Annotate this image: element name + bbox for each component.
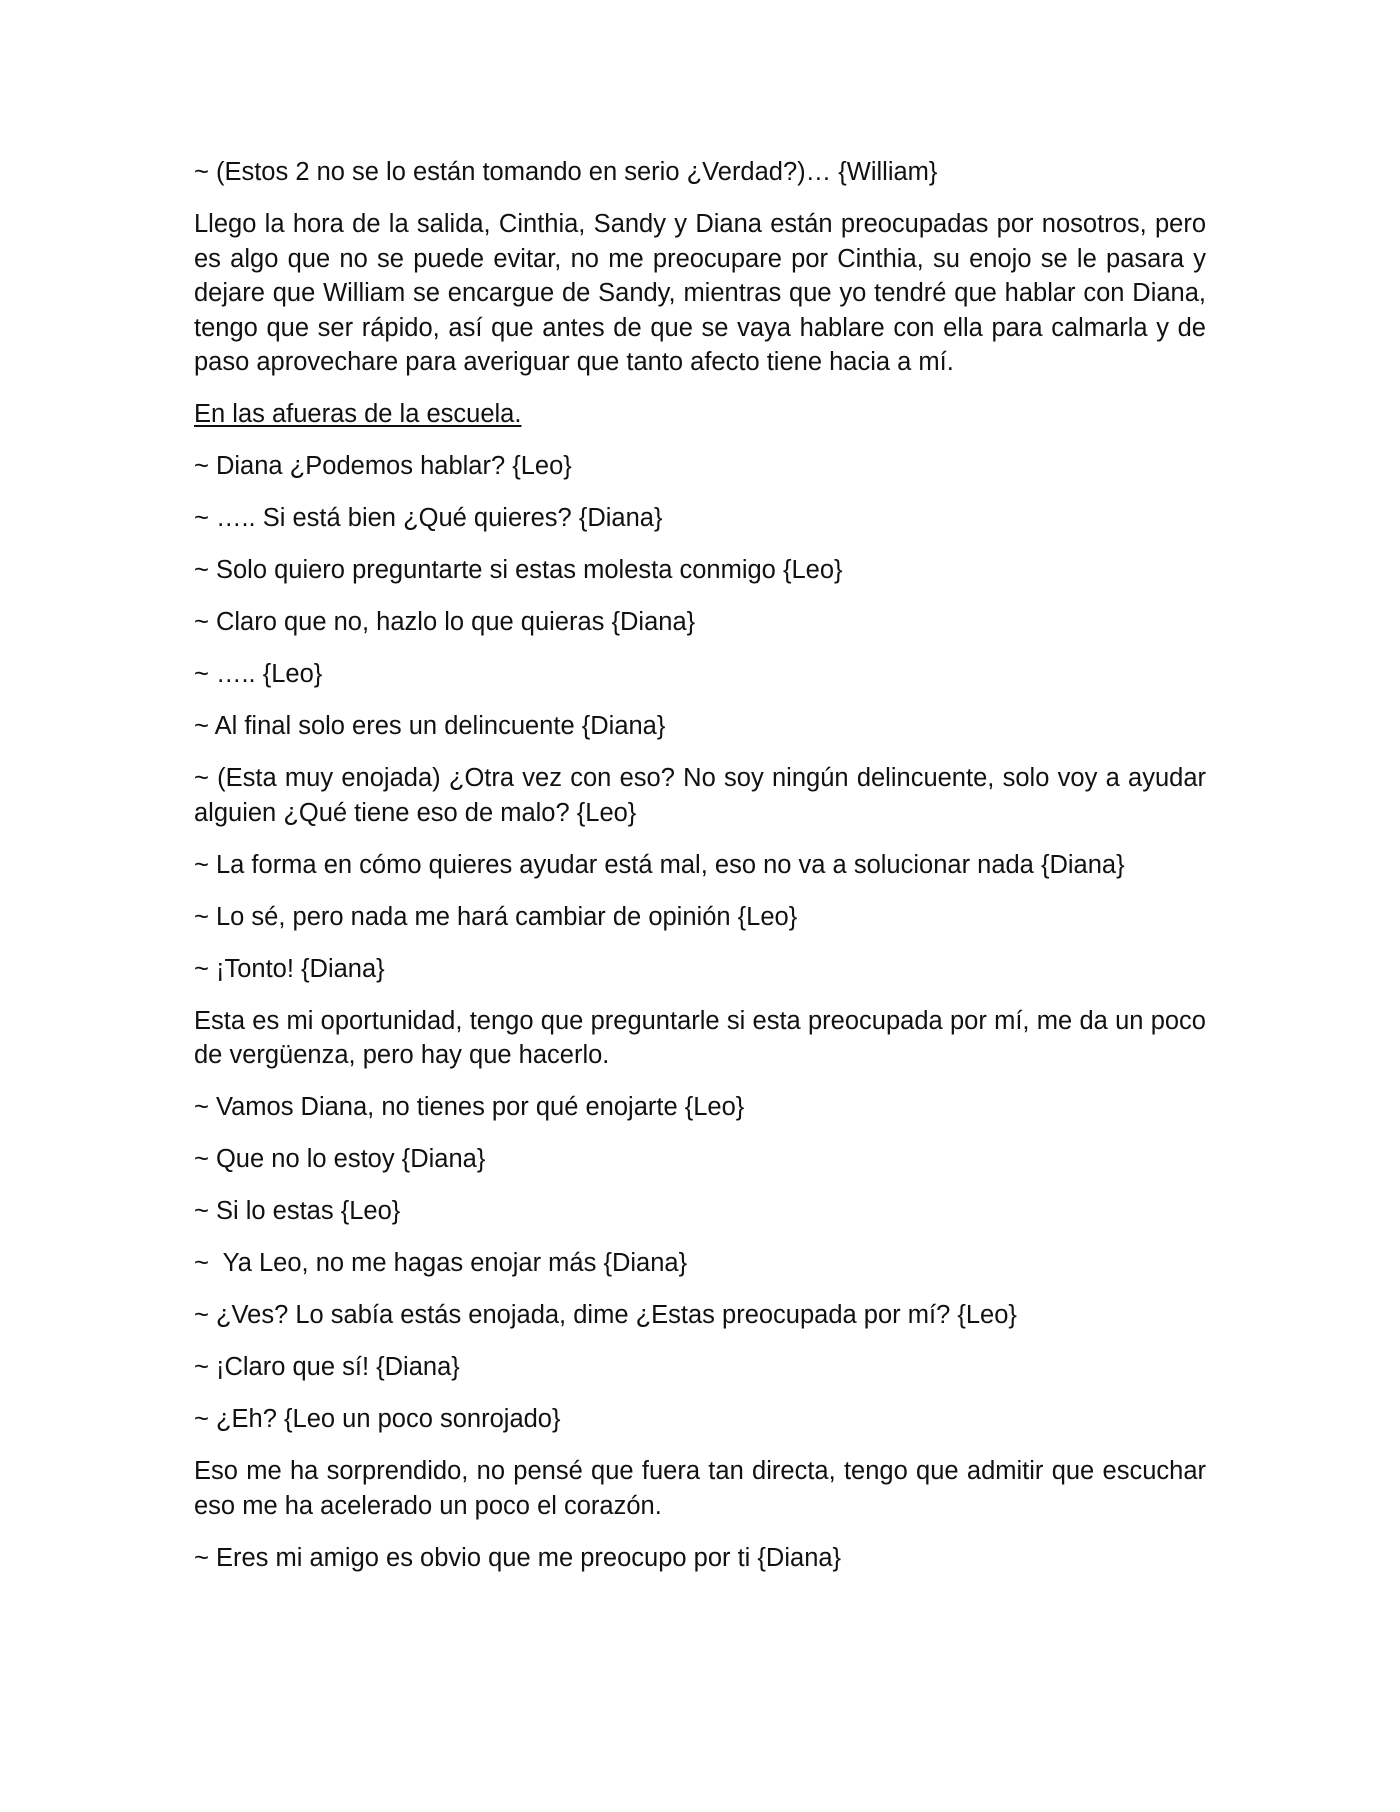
dialogue-line: ~ Ya Leo, no me hagas enojar más {Diana} <box>194 1249 688 1277</box>
narration-paragraph: Eso me ha sorprendido, no pensé que fuera tan directa, tengo que admitir que escuchar eso me ha acelerado un poco el corazón. <box>194 1457 1206 1520</box>
dialogue-line: ~ Eres mi amigo es obvio que me preocupo por ti {Diana} <box>194 1543 842 1572</box>
dialogue-line: ~ Lo sé, pero nada me hará cambiar de opinión {Leo} <box>194 902 798 931</box>
document-page <box>194 155 1206 1593</box>
scene-heading: En las afueras de la escuela. <box>194 400 522 428</box>
dialogue-line: ~ ….. Si está bien ¿Qué quieres? {Diana} <box>194 504 663 532</box>
dialogue-line: ~ Al final solo eres un delincuente {Diana} <box>194 712 666 740</box>
dialogue-line: ~ (Estos 2 no se lo están tomando en serio ¿Verdad?)… {William} <box>194 158 938 186</box>
dialogue-line: ~ Si lo estas {Leo} <box>194 1197 401 1225</box>
dialogue-line: ~ Vamos Diana, no tienes por qué enojarte {Leo} <box>194 1093 745 1121</box>
dialogue-paragraph: ~ (Esta muy enojada) ¿Otra vez con eso? No soy ningún delincuente, solo voy a ayudar alguien ¿Qué tiene eso de malo? {Leo} <box>194 764 1206 827</box>
dialogue-line: ~ ….. {Leo} <box>194 660 323 688</box>
dialogue-line: ~ Diana ¿Podemos hablar? {Leo} <box>194 452 572 480</box>
dialogue-line: ~ ¡Claro que sí! {Diana} <box>194 1353 460 1381</box>
dialogue-line: ~ La forma en cómo quieres ayudar está mal, eso no va a solucionar nada {Diana} <box>194 850 1125 879</box>
dialogue-line: ~ ¿Eh? {Leo un poco sonrojado} <box>194 1405 561 1433</box>
dialogue-line: ~ Claro que no, hazlo lo que quieras {Diana} <box>194 608 696 636</box>
dialogue-line: ~ ¡Tonto! {Diana} <box>194 954 385 983</box>
narration-paragraph: Esta es mi oportunidad, tengo que preguntarle si esta preocupada por mí, me da un poco de vergüenza, pero hay que hacerlo. <box>194 1006 1206 1069</box>
narration-paragraph: Llego la hora de la salida, Cinthia, Sandy y Diana están preocupadas por nosotros, pero es algo que no se puede evitar, no me preocupare por Cinthia, su enojo se le pasara y dejare que William se encargue de Sandy, mientras que yo tendré que hablar con Diana, tengo que ser rápido, así que antes de que se vaya hablare con ella para calmarla y de paso aprovechare para averiguar que tanto afecto tiene hacia a mí. <box>194 210 1206 376</box>
dialogue-line: ~ ¿Ves? Lo sabía estás enojada, dime ¿Estas preocupada por mí? {Leo} <box>194 1301 1017 1329</box>
dialogue-line: ~ Que no lo estoy {Diana} <box>194 1145 486 1173</box>
dialogue-line: ~ Solo quiero preguntarte si estas molesta conmigo {Leo} <box>194 556 843 584</box>
